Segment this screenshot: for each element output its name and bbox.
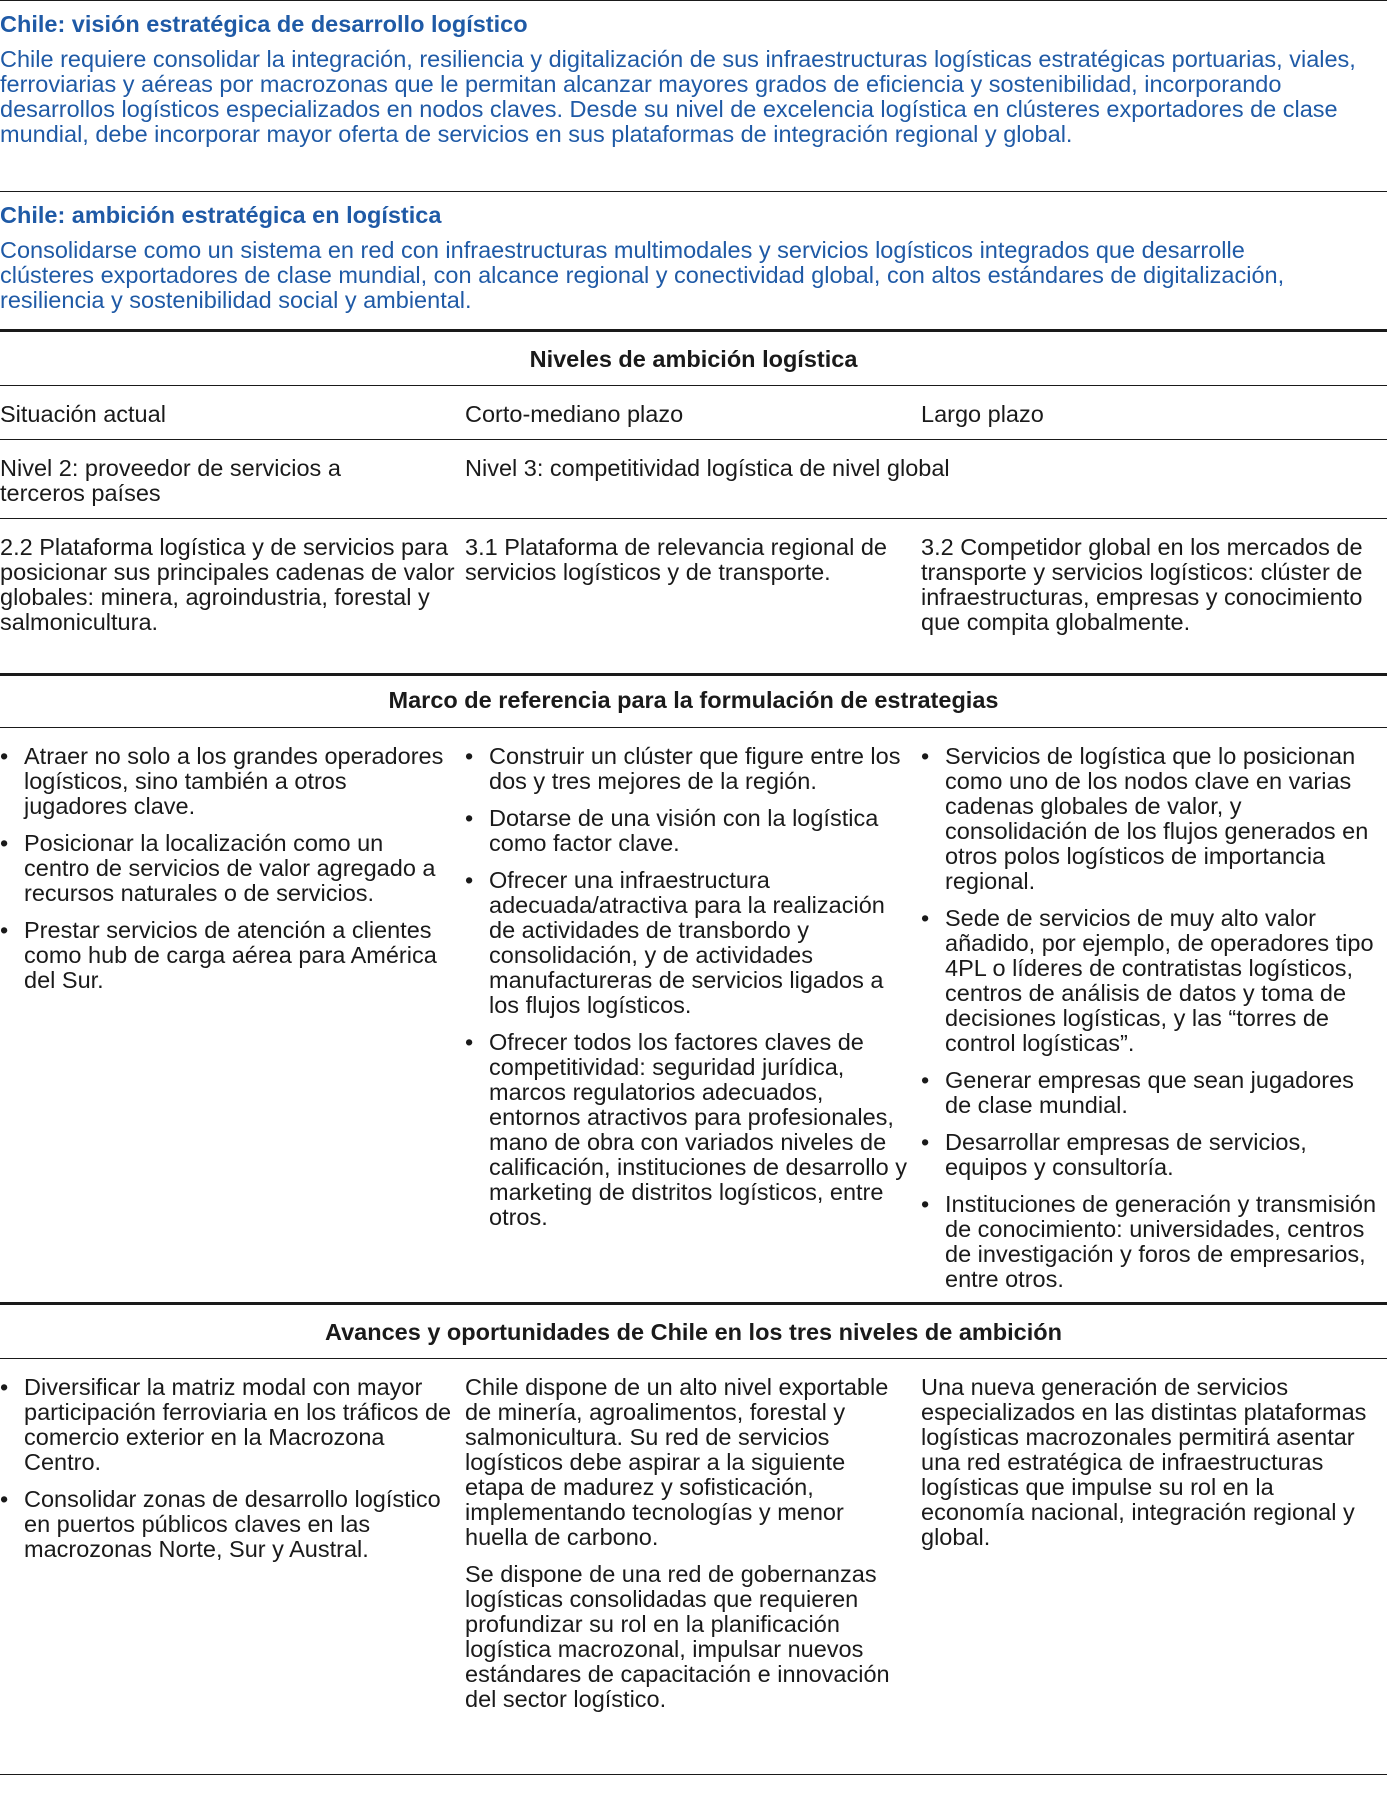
- list-item: • Desarrollar empresas de servicios, equipos y consultoría.: [921, 1130, 1381, 1180]
- column-header-current: Situación actual: [0, 401, 166, 427]
- framework-list-mid-term: [465, 744, 915, 1242]
- level-3-2-detail: 3.2 Competidor global en los mercados de transporte y servicios logísticos: clúster de infraestructuras, empresas y conocimiento que compita globalmente.: [921, 534, 1363, 635]
- advances-text-long-term: [921, 1375, 1381, 1562]
- list-item: • Instituciones de generación y transmisión de conocimiento: universidades, centros de investigación y foros de empresarios, entre otros.: [921, 1192, 1381, 1292]
- column-header-mid-term: Corto-mediano plazo: [465, 401, 684, 427]
- vision-text: Chile requiere consolidar la integración, resiliencia y digitalización de sus infraestructuras logísticas estratégicas portuarias, viales, ferroviarias y aéreas por macrozonas que le permitan alcanzar mayores grados de eficiencia y sostenibilidad, incorporando desarrollos logísticos especializados en nodos claves. Desde su nivel de excelencia logística en clústeres exportadores de clase mundial, debe incorporar mayor oferta de servicios en sus plataformas de integración regional y global.: [0, 46, 1356, 147]
- advances-heading: Avances y oportunidades de Chile en los tres niveles de ambición: [325, 1319, 1062, 1345]
- level-2-2-detail: 2.2 Plataforma logística y de servicios para posicionar sus principales cadenas de valor globales: minera, agroindustria, forestal y salmonicultura.: [0, 534, 455, 635]
- advances-paragraph: Chile dispone de un alto nivel exportable de minería, agroalimentos, forestal y salmonicultura. Su red de servicios logísticos debe aspirar a la siguiente etapa de madurez y sofisticación, implementando tecnologías y menor huella de carbono.: [465, 1374, 889, 1550]
- list-item: • Dotarse de una visión con la logística como factor clave.: [465, 806, 915, 856]
- bottom-rule: [0, 1774, 1387, 1775]
- list-item: • Servicios de logística que lo posicionan como uno de los nodos clave en varias cadenas globales de valor, y consolidación de los flujos generados en otros polos logísticos de importancia regional.: [921, 744, 1381, 894]
- framework-list-current: [0, 744, 455, 1005]
- column-header-long-term: Largo plazo: [921, 401, 1044, 427]
- divider-framework-top: [0, 673, 1387, 676]
- vision-title: Chile: visión estratégica de desarrollo logístico: [0, 11, 528, 37]
- list-item: • Ofrecer una infraestructura adecuada/atractiva para la realización de actividades de transbordo y consolidación, y de actividades manufactureras de servicios ligados a los flujos logísticos.: [465, 868, 915, 1018]
- level-2-label: Nivel 2: proveedor de servicios a terceros países: [0, 455, 341, 506]
- list-item: • Atraer no solo a los grandes operadores logísticos, sino también a otros jugadores clave.: [0, 744, 455, 819]
- list-item: • Ofrecer todos los factores claves de competitividad: seguridad jurídica, marcos regulatorios adecuados, entornos atractivos para profesionales, mano de obra con variados niveles de calificación, instituciones de desarrollo y marketing de distritos logísticos, entre otros.: [465, 1030, 915, 1230]
- ambition-title: Chile: ambición estratégica en logística: [0, 202, 442, 228]
- level-3-label: Nivel 3: competitividad logística de nivel global: [465, 455, 950, 481]
- divider-vision: [0, 191, 1387, 192]
- divider-columns: [0, 439, 1387, 440]
- list-item: • Generar empresas que sean jugadores de clase mundial.: [921, 1068, 1381, 1118]
- vision-section: [0, 10, 1375, 147]
- list-item: • Diversificar la matriz modal con mayor participación ferroviaria en los tráficos de comercio exterior en la Macrozona Centro.: [0, 1375, 455, 1475]
- list-item: • Prestar servicios de atención a clientes como hub de carga aérea para América del Sur.: [0, 918, 455, 993]
- advances-paragraph: Se dispone de una red de gobernanzas logísticas consolidadas que requieren profundizar su rol en la planificación logística macrozonal, impulsar nuevos estándares de capacitación e innovación del sector logístico.: [465, 1561, 890, 1712]
- list-item: • Sede de servicios de muy alto valor añadido, por ejemplo, de operadores tipo 4PL o líderes de contratistas logísticos, centros de análisis de datos y toma de decisiones logísticas, y las “torres de control logísticas”.: [921, 906, 1381, 1056]
- framework-heading: Marco de referencia para la formulación de estrategias: [388, 687, 999, 713]
- levels-heading: Niveles de ambición logística: [529, 346, 858, 372]
- divider-levels-top: [0, 329, 1387, 332]
- advances-paragraph: Una nueva generación de servicios especializados en las distintas plataformas logísticas macrozonales permitirá asentar una red estratégica de infraestructuras logísticas que impulse su rol en la economía nacional, integración regional y global.: [921, 1374, 1367, 1550]
- divider-levels-head: [0, 385, 1387, 386]
- divider-level-rows: [0, 518, 1387, 519]
- advances-list-current: [0, 1375, 455, 1574]
- level-3-1-detail: 3.1 Plataforma de relevancia regional de servicios logísticos y de transporte.: [465, 534, 887, 585]
- advances-text-mid-term: [465, 1375, 910, 1724]
- ambition-text: Consolidarse como un sistema en red con infraestructuras multimodales y servicios logísticos integrados que desarrolle clústeres exportadores de clase mundial, con alcance regional y conectividad global, con altos estándares de digitalización, resiliencia y sostenibilidad social y ambiental.: [0, 237, 1285, 313]
- top-rule: [0, 0, 1387, 1]
- ambition-section: [0, 201, 1320, 313]
- list-item: • Construir un clúster que figure entre los dos y tres mejores de la región.: [465, 744, 915, 794]
- divider-advances-head: [0, 1358, 1387, 1359]
- list-item: • Consolidar zonas de desarrollo logístico en puertos públicos claves en las macrozonas Norte, Sur y Austral.: [0, 1487, 455, 1562]
- divider-advances-top: [0, 1302, 1387, 1305]
- list-item: • Posicionar la localización como un centro de servicios de valor agregado a recursos naturales o de servicios.: [0, 831, 455, 906]
- divider-framework-head: [0, 727, 1387, 728]
- framework-list-long-term: [921, 744, 1381, 1304]
